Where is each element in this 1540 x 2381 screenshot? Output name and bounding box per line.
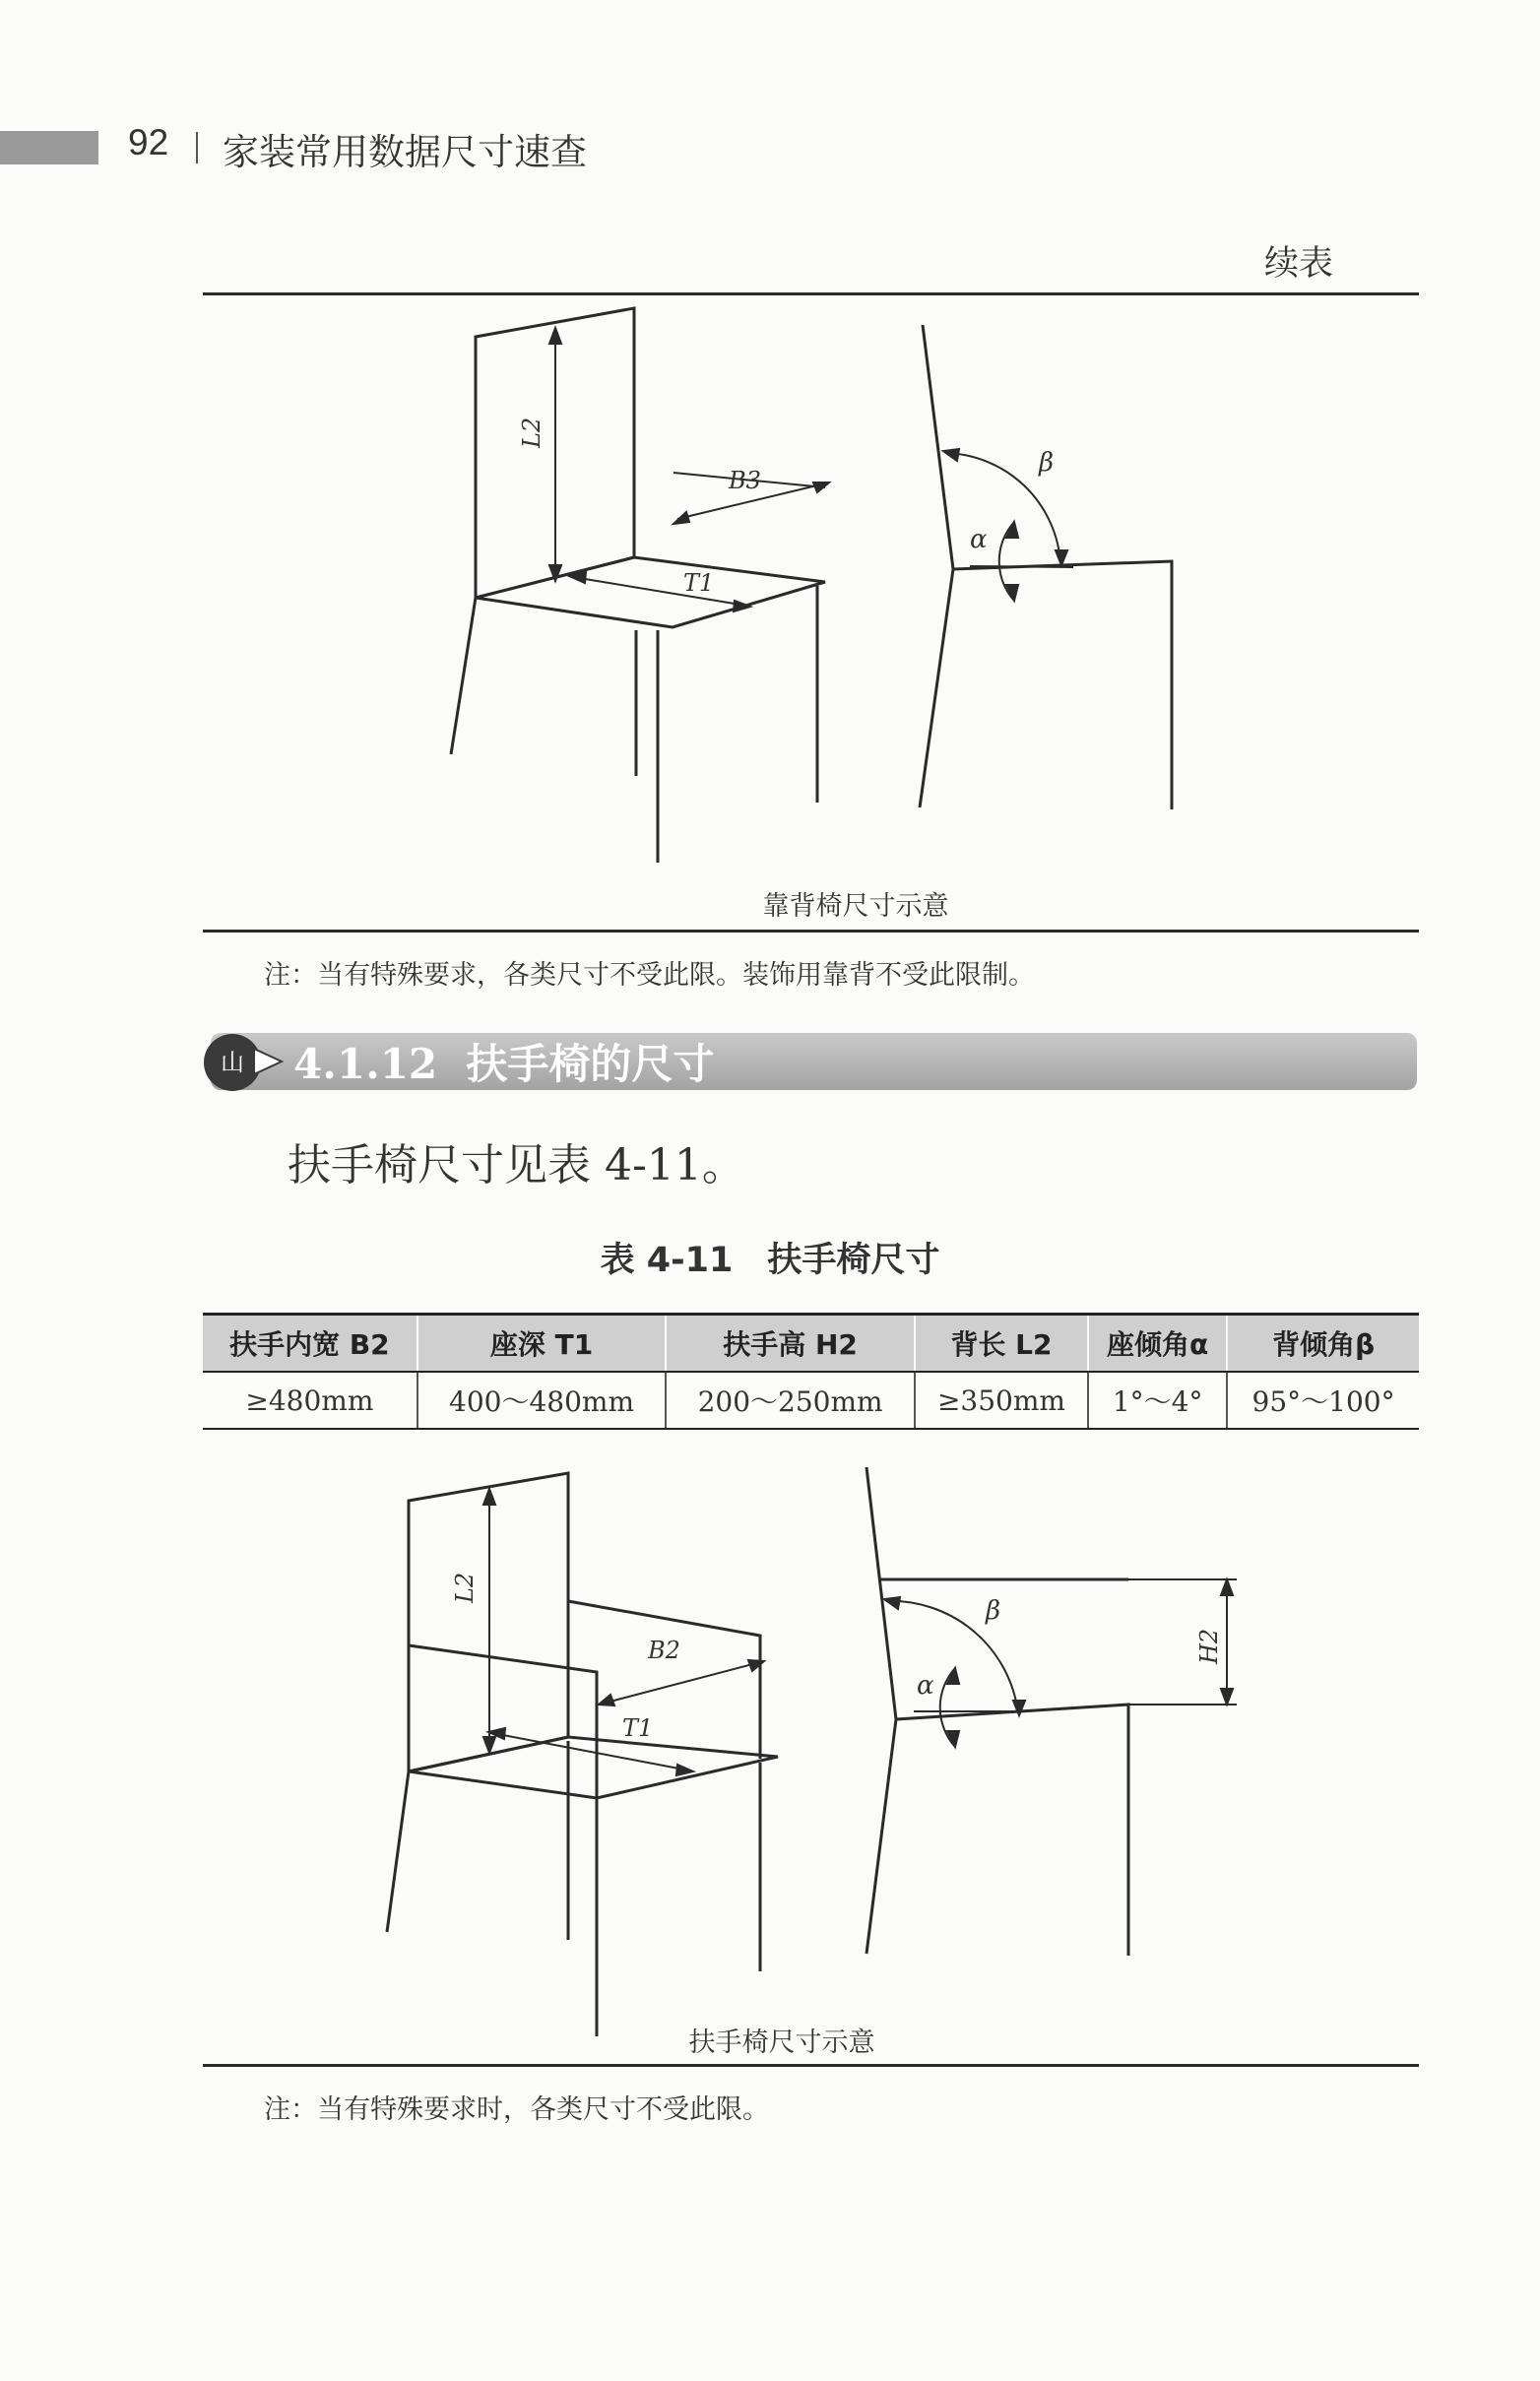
cell-armrest-height: 200～250mm bbox=[666, 1372, 915, 1429]
label-b3: B3 bbox=[729, 467, 761, 494]
header-back-angle: 背倾角β bbox=[1227, 1315, 1419, 1373]
label-beta: β bbox=[986, 1596, 1001, 1626]
header-back-length: 背长 L2 bbox=[915, 1315, 1088, 1373]
label-h2: H2 bbox=[1195, 1628, 1223, 1664]
figure2-rule bbox=[203, 2064, 1419, 2067]
cell-back-angle: 95°～100° bbox=[1227, 1372, 1419, 1429]
mountain-icon: 山 bbox=[204, 1034, 261, 1091]
note-1: 注：当有特殊要求，各类尺寸不受此限。装饰用靠背不受此限制。 bbox=[264, 960, 1035, 991]
header-divider bbox=[196, 132, 198, 163]
header-armrest-width: 扶手内宽 B2 bbox=[203, 1315, 417, 1373]
table-title: 表 4-11 扶手椅尺寸 bbox=[600, 1241, 940, 1280]
body-paragraph: 扶手椅尺寸见表 4-11。 bbox=[288, 1140, 745, 1190]
figure2-caption: 扶手椅尺寸示意 bbox=[688, 2027, 875, 2058]
note-2: 注：当有特殊要求时，各类尺寸不受此限。 bbox=[264, 2094, 769, 2125]
header-armrest-height: 扶手高 H2 bbox=[666, 1315, 915, 1373]
armchair-size-table bbox=[203, 1313, 1419, 1430]
page-number: 92 bbox=[128, 122, 169, 162]
label-l2: L2 bbox=[451, 1572, 479, 1603]
chevron-right-icon bbox=[254, 1045, 288, 1078]
label-t1: T1 bbox=[622, 1714, 654, 1742]
label-alpha: α bbox=[917, 1671, 934, 1701]
section-number: 4.1.12 bbox=[293, 1040, 438, 1088]
side-chair-diagram bbox=[0, 295, 1540, 886]
figure1-caption: 靠背椅尺寸示意 bbox=[762, 891, 949, 922]
continued-label: 续表 bbox=[1264, 244, 1334, 284]
header-seat-angle: 座倾角α bbox=[1088, 1315, 1227, 1373]
table-row bbox=[203, 1372, 1419, 1429]
label-b2: B2 bbox=[648, 1637, 680, 1664]
section-heading bbox=[293, 1032, 714, 1091]
cell-seat-angle: 1°～4° bbox=[1088, 1372, 1227, 1429]
cell-armrest-width: ≥480mm bbox=[203, 1372, 417, 1429]
label-l2: L2 bbox=[518, 417, 545, 448]
label-alpha: α bbox=[970, 525, 988, 554]
section-title: 扶手椅的尺寸 bbox=[466, 1040, 715, 1088]
header-bar bbox=[0, 131, 98, 164]
armchair-diagram bbox=[0, 1438, 1540, 2048]
table-header-row bbox=[203, 1315, 1419, 1373]
header-seat-depth: 座深 T1 bbox=[417, 1315, 667, 1373]
cell-seat-depth: 400～480mm bbox=[417, 1372, 667, 1429]
figure1-rule bbox=[203, 930, 1419, 933]
label-t1: T1 bbox=[683, 569, 715, 597]
book-title: 家装常用数据尺寸速查 bbox=[223, 131, 587, 173]
cell-back-length: ≥350mm bbox=[915, 1372, 1088, 1429]
label-beta: β bbox=[1039, 448, 1055, 478]
